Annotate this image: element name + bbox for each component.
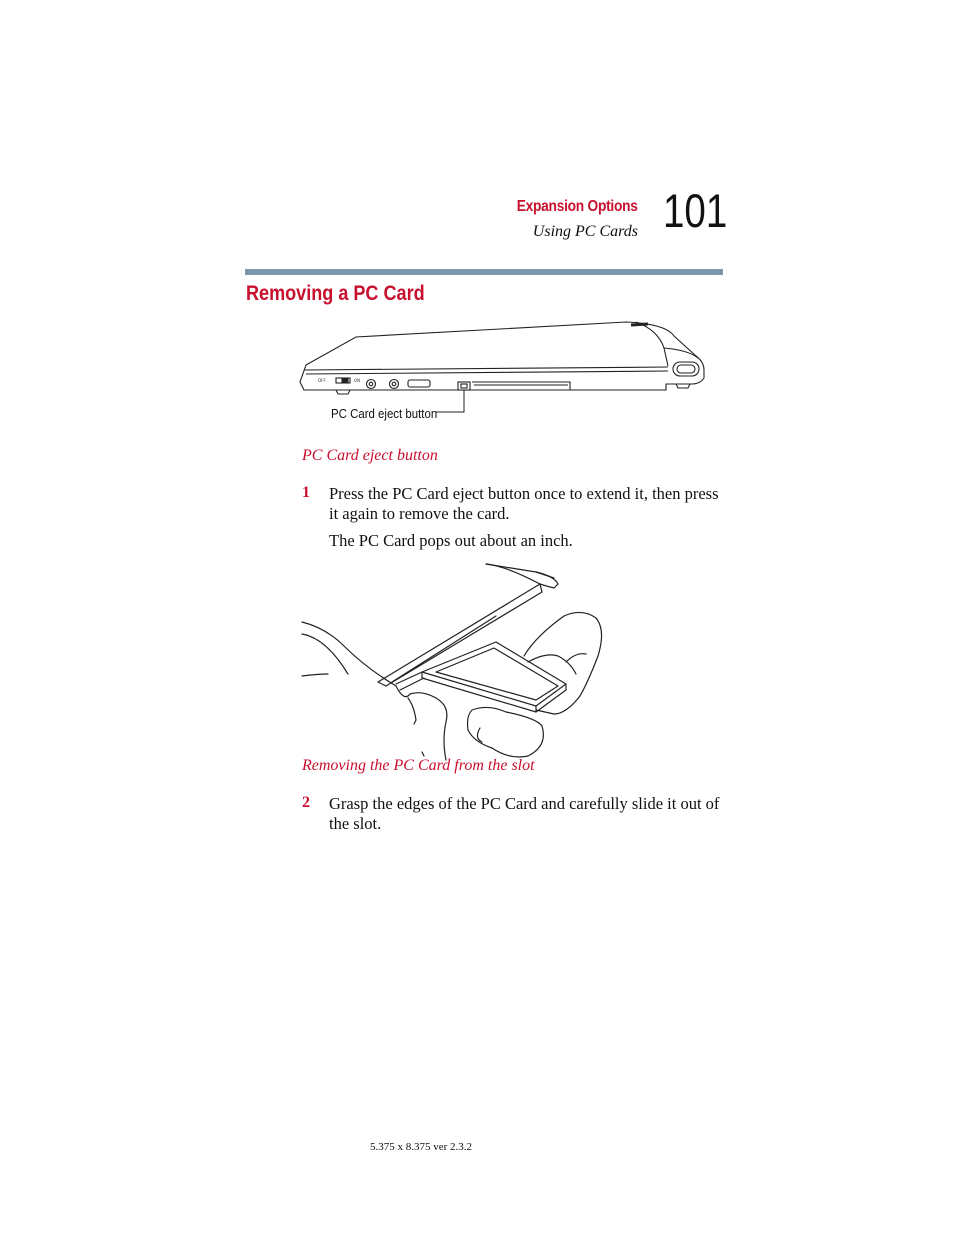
section-heading: Removing a PC Card: [246, 282, 425, 305]
section-rule: [245, 269, 723, 275]
section-subtitle: Using PC Cards: [532, 223, 638, 240]
figure-caption-eject: PC Card eject button: [302, 447, 438, 464]
step-text: Press the PC Card eject button once to extend it, then press it again to remove the card.: [329, 484, 719, 523]
page-number: 101: [663, 184, 728, 237]
step-number: 2: [302, 794, 310, 811]
step-number: 1: [302, 484, 310, 501]
page-footer: 5.375 x 8.375 ver 2.3.2: [370, 1141, 473, 1153]
svg-text:OFF: OFF: [318, 378, 326, 383]
card-removal-illustration: [296, 556, 616, 766]
figure-caption-removing: Removing the PC Card from the slot: [302, 757, 535, 774]
eject-button-callout: PC Card eject button: [331, 406, 438, 421]
svg-text:ON: ON: [354, 378, 361, 383]
chapter-title: Expansion Options: [516, 198, 638, 215]
step-detail: The PC Card pops out about an inch.: [329, 531, 573, 550]
step-text: Grasp the edges of the PC Card and carefully slide it out of the slot.: [329, 794, 720, 833]
